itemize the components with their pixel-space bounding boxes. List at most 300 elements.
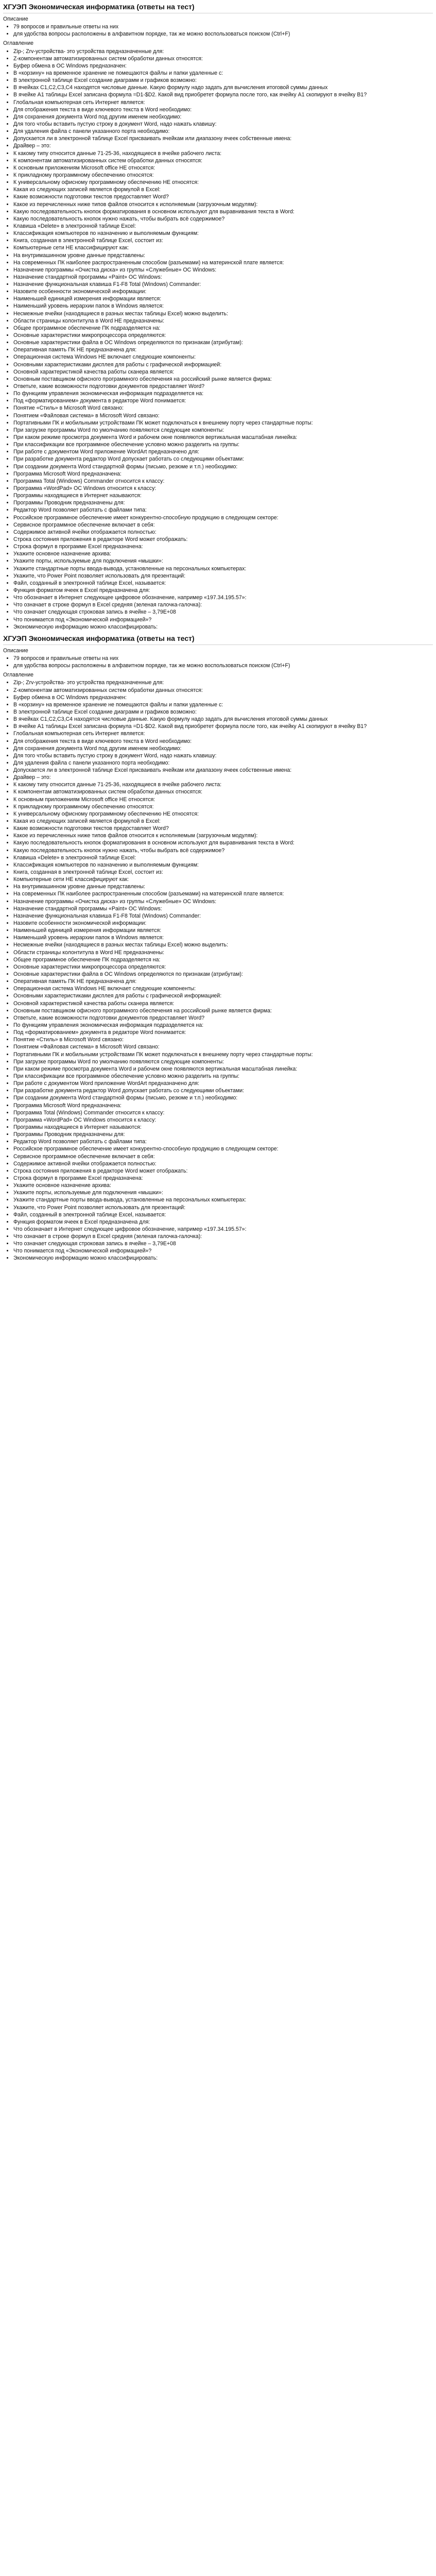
toc-link[interactable]: Какую последовательность кнопок нужно нажать, чтобы выбрать всё содержимое? (13, 215, 225, 222)
toc-item (13, 274, 433, 281)
toc-link[interactable]: На внутримашинном уровне данные представлены: (13, 252, 146, 259)
document-copy-1 (3, 2, 433, 631)
toc-link[interactable]: Программы находящиеся в Интернет называются: (13, 1124, 142, 1130)
toc-link[interactable]: Файл, созданный в электронной таблице Excel, называется: (13, 580, 166, 586)
toc-link[interactable]: К прикладному программному обеспечению относятся: (13, 803, 154, 810)
toc-item (13, 1109, 433, 1116)
toc-link[interactable]: Основной характеристикой качества работы сканера является: (13, 368, 175, 375)
toc-link[interactable]: При разработке документа редактор Word допускает работать со следующими объектами: (13, 1088, 245, 1094)
toc-link[interactable]: В «корзину» на временное хранение не помещаются файлы и папки удаленные с: (13, 70, 223, 76)
toc-item (13, 1255, 433, 1262)
toc-link[interactable]: При создании документа Word стандартной формы (письмо, резюме и т.п.) необходимо: (13, 463, 238, 470)
toc-link[interactable]: К основным приложениям Microsoft office НЕ относятся: (13, 164, 155, 171)
intro-heading: Описание (3, 16, 28, 22)
toc-item (13, 448, 433, 455)
toc-link[interactable]: Для отображения текста в виде ключевого текста в Word необходимо: (13, 738, 192, 744)
toc-item (13, 295, 433, 302)
toc-link[interactable]: Строка формул в программе Excel предназначена: (13, 544, 143, 550)
toc-item (13, 883, 433, 890)
toc-item (13, 912, 433, 920)
toc-link[interactable]: Для удаления файла с панели указанного порта необходимо: (13, 128, 170, 135)
toc-link[interactable]: Наименьшей единицей измерения информации является: (13, 296, 162, 302)
toc-link[interactable]: Программы Проводник предназначены для: (13, 500, 125, 506)
intro-section (3, 15, 433, 38)
toc-link[interactable]: Редактор Word позволяет работать с файлами типа: (13, 1139, 147, 1145)
toc-item (13, 1007, 433, 1014)
page (0, 0, 436, 1266)
toc-link[interactable]: На современных ПК наиболее распространенным способом (разъемами) на материнской плате является: (13, 259, 284, 266)
toc-item (13, 774, 433, 781)
toc-item (13, 752, 433, 759)
toc-item (13, 252, 433, 259)
toc-link[interactable]: Назначение функциональная клавиша F1-F8 Total (Windows) Commander: (13, 912, 201, 919)
toc-link[interactable]: Программа Total (Windows) Commander относится к классу: (13, 1109, 165, 1116)
toc-link[interactable]: К универсальному офисному программному обеспечению НЕ относятся: (13, 179, 199, 186)
toc-link[interactable]: Строка состояния приложения в редакторе Word может отображать: (13, 536, 188, 543)
toc-link[interactable]: Сервисное программное обеспечение включает в себя: (13, 521, 155, 528)
toc-item (13, 1160, 433, 1167)
toc-item (13, 905, 433, 912)
toc-link[interactable]: Основные характеристики файла в ОС Windows определяются по признакам (атрибутам): (13, 971, 243, 977)
toc-item (13, 514, 433, 521)
toc-link[interactable]: В электронной таблице Excel создание диаграмм и графиков возможно: (13, 77, 197, 84)
toc-item (13, 48, 433, 55)
toc-link[interactable]: Основные характеристики файла в ОС Windows определяются по признакам (атрибутам): (13, 340, 243, 346)
toc-item (13, 1196, 433, 1204)
toc-link[interactable]: Основным поставщиком офисного программного обеспечения на российский рынке является фирма: (13, 1007, 272, 1014)
toc-item (13, 91, 433, 98)
toc-item (13, 956, 433, 963)
toc-item (13, 1022, 433, 1029)
toc-item (13, 543, 433, 550)
toc-link[interactable]: Основным поставщиком офисного программного обеспечения на российский рынке является фирма: (13, 376, 272, 382)
toc-item (13, 506, 433, 514)
toc-link[interactable]: При классификации все программное обеспечение условно можно разделить на группы: (13, 1073, 240, 1079)
toc-item (13, 608, 433, 616)
toc-link[interactable]: Оперативная память ПК НЕ предназначена для: (13, 347, 137, 353)
toc-link[interactable]: Какая из следующих записей является формулой в Excel: (13, 818, 161, 825)
toc-list (3, 679, 433, 1262)
toc-item (13, 485, 433, 492)
toc-link[interactable]: Операционная система Windows НЕ включает следующие компоненты: (13, 354, 196, 361)
toc-item (13, 186, 433, 193)
toc-link[interactable]: Программа Microsoft Word предназначена: (13, 1102, 121, 1109)
toc-item (13, 157, 433, 164)
toc-link[interactable]: Компьютерные сети НЕ классифицируют как: (13, 245, 129, 251)
toc-link[interactable]: Основными характеристиками дисплея для работы с графической информацией: (13, 361, 222, 368)
toc-item (13, 390, 433, 397)
toc-link[interactable]: В ячейке А1 таблицы Excel записана формула =D1-$D2. Какой вид приобретет формула после того, как ячейку А1 скопируют в ячейку В1? (13, 92, 367, 98)
toc-link[interactable]: Укажите, что Power Point позволяет использовать для презентаций: (13, 1204, 186, 1211)
toc-link[interactable]: Оперативная память ПК НЕ предназначена для: (13, 978, 137, 985)
toc-item (13, 121, 433, 128)
document-title: ХГУЭП Экономическая информатика (ответы на тест) (3, 634, 433, 645)
toc-item (13, 890, 433, 897)
toc-link[interactable]: Что означает следующая строковая запись в ячейке – 3,79Е+08 (13, 609, 176, 616)
toc-item (13, 404, 433, 412)
toc-item (13, 623, 433, 631)
toc-link[interactable]: По функциям управления экономическая информация подразделяется на: (13, 1022, 204, 1028)
toc-item (13, 716, 433, 723)
toc-link[interactable]: Файл, созданный в электронной таблице Excel, называется: (13, 1211, 166, 1218)
toc-item (13, 1116, 433, 1124)
toc-item (13, 1102, 433, 1109)
toc-item (13, 1131, 433, 1138)
toc-item (13, 310, 433, 317)
toc-item (13, 441, 433, 448)
toc-item (13, 1204, 433, 1211)
toc-link[interactable]: Функция форматом ячеек в Excel предназначена для: (13, 587, 150, 594)
toc-link[interactable]: Программа «WordPad» ОС Windows относится к классу: (13, 1116, 156, 1123)
toc-link[interactable]: Назначение стандартной программы «Paint» ОС Windows: (13, 905, 162, 912)
toc-link[interactable]: Наименьшей единицей измерения информации является: (13, 927, 162, 934)
toc-item (13, 455, 433, 463)
toc-link[interactable]: Программы находящиеся в Интернет называются: (13, 493, 142, 499)
toc-link[interactable]: При создании документа Word стандартной формы (письмо, резюме и т.п.) необходимо: (13, 1095, 238, 1101)
toc-item (13, 694, 433, 701)
toc-item (13, 361, 433, 368)
toc-link[interactable]: Назначение функциональная клавиша F1-F8 Total (Windows) Commander: (13, 281, 201, 288)
toc-link[interactable]: Какие возможности подготовки текстов предоставляет Word? (13, 825, 169, 832)
toc-link[interactable]: В электронной таблице Excel создание диаграмм и графиков возможно: (13, 708, 197, 715)
toc-link[interactable]: К компонентам автоматизированных систем обработки данных относятся: (13, 157, 203, 164)
toc-link[interactable]: Компьютерные сети НЕ классифицируют как: (13, 876, 129, 883)
toc-item (13, 1247, 433, 1255)
toc-item (13, 920, 433, 927)
toc-item (13, 1211, 433, 1218)
toc-link[interactable]: На современных ПК наиболее распространенным способом (разъемами) на материнской плате является: (13, 891, 284, 897)
toc-link[interactable]: Укажите порты, используемые для подключения «мышки»: (13, 558, 163, 565)
toc-item (13, 193, 433, 200)
toc-item (13, 77, 433, 84)
toc-link[interactable]: Укажите порты, используемые для подключения «мышки»: (13, 1190, 163, 1196)
toc-item (13, 1043, 433, 1050)
toc-link[interactable]: Zip-; Zrv-устройства- это устройства предназначенные для: (13, 48, 164, 55)
toc-heading: Оглавление (3, 40, 34, 47)
toc-link[interactable]: Что означает в строке формул в Excel средняя (зеленая галочка-галочка): (13, 602, 202, 608)
toc-link[interactable]: Для удаления файла с панели указанного порта необходимо: (13, 759, 170, 766)
toc-item (13, 383, 433, 390)
toc-link[interactable]: Что понимается под «Экономической информацией»? (13, 616, 152, 623)
toc-item (13, 1051, 433, 1058)
toc-item (13, 1124, 433, 1131)
toc-item (13, 701, 433, 708)
toc-link[interactable]: Какую последовательность кнопок нужно нажать, чтобы выбрать всё содержимое? (13, 847, 225, 854)
toc-item (13, 759, 433, 767)
toc-link[interactable]: Наименьший уровень иерархии папок в Windows является: (13, 303, 164, 310)
toc-item (13, 978, 433, 985)
toc-link[interactable]: Российское программное обеспечение имеет конкурентно-способную продукцию в следующем секторе: (13, 1146, 278, 1153)
toc-link[interactable]: Что обозначает в Интернет следующее цифровое обозначение, например «197.34.195.57»: (13, 595, 247, 601)
toc-item (13, 266, 433, 274)
toc-item (13, 339, 433, 346)
toc-link[interactable]: Глобальная компьютерная сеть Интернет является: (13, 731, 145, 737)
toc-link[interactable]: Какую последовательность кнопок форматирования в основном используют для выравнивания текста в Word: (13, 840, 294, 846)
toc-link[interactable]: Основными характеристиками дисплея для работы с графической информацией: (13, 993, 222, 999)
toc-link[interactable]: Программа Microsoft Word предназначена: (13, 470, 121, 477)
toc-item (13, 818, 433, 825)
toc-link[interactable]: Какую последовательность кнопок форматирования в основном используют для выравнивания текста в Word: (13, 208, 294, 215)
toc-link[interactable]: Укажите стандартные порты ввода-вывода, установленные на персональных компьютерах: (13, 565, 247, 572)
toc-link[interactable]: Общее программное обеспечение ПК подразделяется на: (13, 956, 161, 963)
toc-item (13, 601, 433, 608)
toc-link[interactable]: Какие возможности подготовки текстов предоставляет Word? (13, 194, 169, 200)
toc-link[interactable]: К какому типу относится данные 71-25-36, находящиеся в ячейке рабочего листа: (13, 150, 222, 157)
toc-link[interactable]: Основные характеристики микропроцессора определяются: (13, 332, 166, 339)
toc-link[interactable]: Несмежные ячейки (находящиеся в разных местах таблицы Excel) можно выделить: (13, 942, 229, 948)
toc-item (13, 781, 433, 788)
toc-item (13, 288, 433, 295)
toc-item (13, 898, 433, 905)
toc-link[interactable]: Классификация компьютеров по назначению и выполняемым функциям: (13, 230, 199, 237)
intro-list (3, 23, 433, 38)
toc-link[interactable]: Драйвер – это: (13, 143, 51, 149)
toc-item (13, 332, 433, 339)
toc-item (13, 1000, 433, 1007)
toc-link[interactable]: Какое из перечисленных ниже типов файлов относится к исполняемым (загрузочным модулям): (13, 201, 258, 208)
toc-link[interactable]: Понятием «Файловая система» в Microsoft Word связано: (13, 1044, 160, 1050)
toc-item (13, 237, 433, 244)
toc-link[interactable]: Основной характеристикой качества работы сканера является: (13, 1000, 175, 1007)
toc-link[interactable]: Что означает в строке формул в Excel средняя (зеленая галочка-галочка): (13, 1233, 202, 1240)
toc-link[interactable]: При работе с документом Word приложение WordArt предназначено для: (13, 1080, 200, 1087)
toc-item (13, 876, 433, 883)
toc-link[interactable]: Клавиша «Delete» в электронной таблице Excel: (13, 854, 136, 861)
toc-link[interactable]: Допускается ли в электронной таблице Excel присваивать ячейкам или диапазону ячеек собственные имена: (13, 767, 292, 774)
toc-link[interactable]: Портативными ПК и мобильными устройствами ПК может подключаться к внешнему порту через стандартные порты: (13, 1051, 313, 1058)
toc-link[interactable]: Экономическую информацию можно классифицировать: (13, 1255, 158, 1262)
toc-item (13, 346, 433, 353)
toc-link[interactable]: При работе с документом Word приложение WordArt предназначено для: (13, 449, 200, 455)
toc-link[interactable]: Глобальная компьютерная сеть Интернет является: (13, 99, 145, 106)
toc-item (13, 1153, 433, 1160)
toc-item (13, 1094, 433, 1101)
toc-item (13, 1065, 433, 1073)
toc-link[interactable]: Z-компонентам автоматизированных систем обработки данных относятся: (13, 55, 203, 62)
toc-link[interactable]: При классификации все программное обеспечение условно можно разделить на группы: (13, 442, 240, 448)
toc-item (13, 941, 433, 948)
toc-item (13, 745, 433, 752)
toc-link[interactable]: Для того чтобы вставить пустую строку в документ Word, надо нажать клавишу: (13, 121, 217, 127)
toc-item (13, 70, 433, 77)
toc-item (13, 1167, 433, 1175)
toc-item (13, 397, 433, 404)
toc-link[interactable]: Для отображения текста в виде ключевого текста в Word необходимо: (13, 106, 192, 113)
toc-link[interactable]: Основные характеристики микропроцессора определяются: (13, 963, 166, 970)
toc-link[interactable]: Области страницы колонтитула в Word НЕ предназначены: (13, 317, 165, 324)
toc-link[interactable]: Понятием «Файловая система» в Microsoft Word связано: (13, 412, 160, 419)
toc-link[interactable]: Функция форматом ячеек в Excel предназначена для: (13, 1218, 150, 1225)
toc-link[interactable]: К прикладному программному обеспечению относятся: (13, 172, 154, 178)
toc-item (13, 106, 433, 113)
toc-item (13, 1029, 433, 1036)
intro-item: • 79 вопросов и правильные ответы на них (13, 655, 433, 662)
toc-link[interactable]: Что обозначает в Интернет следующее цифровое обозначение, например «197.34.195.57»: (13, 1226, 247, 1232)
toc-link[interactable]: По функциям управления экономическая информация подразделяется на: (13, 391, 204, 397)
toc-link[interactable]: Что означает следующая строковая запись в ячейке – 3,79Е+08 (13, 1241, 176, 1247)
toc-item (13, 572, 433, 580)
toc-item (13, 687, 433, 694)
toc-link[interactable]: При каком режиме просмотра документа Word и рабочем окне появляются вертикальная масштабная линейка: (13, 1065, 298, 1072)
toc-link[interactable]: При загрузке программы Word по умолчанию появляются следующие компоненты: (13, 1058, 224, 1065)
toc-item (13, 419, 433, 427)
intro-section (3, 647, 433, 669)
toc-link[interactable]: Укажите основное назначение архива: (13, 551, 111, 557)
toc-link[interactable]: Zip-; Zrv-устройства- это устройства предназначенные для: (13, 680, 164, 686)
toc-item (13, 1080, 433, 1087)
toc-item (13, 434, 433, 441)
toc-item (13, 1138, 433, 1145)
toc-item (13, 587, 433, 594)
toc-link[interactable]: Укажите основное назначение архива: (13, 1182, 111, 1189)
toc-link[interactable]: Z-компонентам автоматизированных систем обработки данных относятся: (13, 687, 203, 693)
toc-link[interactable]: Программы Проводник предназначены для: (13, 1131, 125, 1138)
toc-link[interactable]: К какому типу относится данные 71-25-36, находящиеся в ячейке рабочего листа: (13, 782, 222, 788)
toc-link[interactable]: Для сохранения документа Word под другим именем необходимо: (13, 113, 182, 120)
toc-link[interactable]: К основным приложениям Microsoft office НЕ относятся: (13, 796, 155, 803)
toc-link[interactable]: К компонентам автоматизированных систем обработки данных относятся: (13, 789, 203, 795)
toc-link[interactable]: Назначение программы «Очистка диска» из группы «Служебные» ОС Windows: (13, 898, 217, 905)
toc-link[interactable]: Укажите стандартные порты ввода-вывода, установленные на персональных компьютерах: (13, 1197, 247, 1204)
toc-link[interactable]: При разработке документа редактор Word допускает работать со следующими объектами: (13, 456, 245, 463)
toc-link[interactable]: Области страницы колонтитула в Word НЕ предназначены: (13, 949, 165, 956)
toc-item (13, 244, 433, 251)
toc-link[interactable]: Строка формул в программе Excel предназначена: (13, 1175, 143, 1181)
toc-link[interactable]: Назначение программы «Очистка диска» из группы «Служебные» ОС Windows: (13, 266, 217, 273)
toc-link[interactable]: Понятие «Стиль» в Microsoft Word связано: (13, 405, 124, 412)
toc-item (13, 1240, 433, 1247)
toc-link[interactable]: В ячейках C1,C2,C3,C4 находятся числовые данные. Какую формулу надо задать для вычисления итоговой суммы данных (13, 716, 328, 723)
toc-item (13, 84, 433, 91)
toc-item (13, 1182, 433, 1189)
toc-link[interactable]: Назовите особенности экономической информации: (13, 920, 147, 927)
toc-item (13, 847, 433, 854)
toc-item (13, 854, 433, 861)
toc-item (13, 99, 433, 106)
toc-item (13, 427, 433, 434)
toc-item (13, 368, 433, 376)
toc-link[interactable]: Какое из перечисленных ниже типов файлов относится к исполняемым (загрузочным модулям): (13, 833, 258, 839)
toc-item (13, 317, 433, 325)
toc-item (13, 580, 433, 587)
document-copy-2 (3, 634, 433, 1262)
toc-item (13, 128, 433, 135)
toc-link[interactable]: Укажите, что Power Point позволяет использовать для презентаций: (13, 572, 186, 579)
toc-item (13, 679, 433, 686)
toc-link[interactable]: Допускается ли в электронной таблице Excel присваивать ячейкам или диапазону ячеек собственные имена: (13, 135, 292, 142)
toc-link[interactable]: Клавиша «Delete» в электронной таблице Excel: (13, 223, 136, 229)
intro-heading: Описание (3, 647, 28, 654)
toc-link[interactable]: В ячейке А1 таблицы Excel записана формула =D1-$D2. Какой вид приобретет формула после того, как ячейку А1 скопируют в ячейку В1? (13, 723, 367, 730)
toc-link[interactable]: Под «форматированием» документа в редакторе Word понимается: (13, 398, 186, 404)
toc-item (13, 767, 433, 774)
toc-link[interactable]: Понятие «Стиль» в Microsoft Word связано: (13, 1037, 124, 1043)
toc-item (13, 529, 433, 536)
toc-item (13, 1145, 433, 1153)
toc-link[interactable]: Несмежные ячейки (находящиеся в разных местах таблицы Excel) можно выделить: (13, 310, 229, 317)
toc-item (13, 521, 433, 529)
toc-item (13, 62, 433, 70)
toc-link[interactable]: Программа «WordPad» ОС Windows относится к классу: (13, 485, 156, 492)
toc-link[interactable]: При загрузке программы Word по умолчанию появляются следующие компоненты: (13, 427, 224, 433)
toc-item (13, 934, 433, 941)
toc-link[interactable]: Для сохранения документа Word под другим именем необходимо: (13, 745, 182, 752)
toc-link[interactable]: Российское программное обеспечение имеет конкурентно-способную продукцию в следующем секторе: (13, 514, 278, 521)
toc-link[interactable]: На внутримашинном уровне данные представлены: (13, 884, 146, 890)
toc-section (3, 40, 433, 630)
toc-link[interactable]: Под «форматированием» документа в редакторе Word понимается: (13, 1029, 186, 1036)
toc-item (13, 478, 433, 485)
toc-item (13, 113, 433, 121)
toc-link[interactable]: Ответьте, какие возможности подготовки документов предоставляет Word? (13, 1014, 205, 1021)
toc-item (13, 832, 433, 839)
toc-heading: Оглавление (3, 672, 34, 679)
toc-item (13, 376, 433, 383)
document-title: ХГУЭП Экономическая информатика (ответы на тест) (3, 2, 433, 13)
toc-item (13, 463, 433, 470)
toc-link[interactable]: К универсальному офисному программному обеспечению НЕ относятся: (13, 810, 199, 817)
toc-link[interactable]: Буфер обмена в ОС Windows предназначен: (13, 694, 127, 701)
toc-item (13, 1087, 433, 1094)
toc-link[interactable]: Какая из следующих записей является формулой в Excel: (13, 187, 161, 193)
toc-link[interactable]: При каком режиме просмотра документа Word и рабочем окне появляются вертикальная масштабная линейка: (13, 434, 298, 441)
toc-link[interactable]: Экономическую информацию можно классифицировать: (13, 623, 158, 630)
toc-link[interactable]: Драйвер – это: (13, 774, 51, 781)
toc-item (13, 1218, 433, 1226)
toc-item (13, 723, 433, 730)
toc-link[interactable]: Операционная система Windows НЕ включает следующие компоненты: (13, 986, 196, 992)
toc-item (13, 208, 433, 215)
toc-item (13, 1233, 433, 1240)
toc-item (13, 470, 433, 478)
toc-link[interactable]: Для того чтобы вставить пустую строку в документ Word, надо нажать клавишу: (13, 752, 217, 759)
toc-item (13, 616, 433, 623)
toc-item (13, 215, 433, 223)
toc-item (13, 492, 433, 499)
toc-item (13, 971, 433, 978)
toc-link[interactable]: Общее программное обеспечение ПК подразделяется на: (13, 325, 161, 331)
toc-link[interactable]: Сервисное программное обеспечение включает в себя: (13, 1153, 155, 1160)
toc-item (13, 1036, 433, 1043)
toc-link[interactable]: Книга, созданная в электронной таблице Excel, состоит из: (13, 869, 163, 876)
toc-item (13, 353, 433, 361)
toc-link[interactable]: Наименьший уровень иерархии папок в Windows является: (13, 935, 164, 941)
toc-link[interactable]: Портативными ПК и мобильными устройствами ПК может подключаться к внешнему порту через стандартные порты: (13, 419, 313, 426)
toc-link[interactable]: Содержимое активной ячейки отображается полностью: (13, 529, 156, 535)
toc-item (13, 536, 433, 543)
toc-link[interactable]: Книга, созданная в электронной таблице Excel, состоит из: (13, 238, 163, 244)
toc-item (13, 992, 433, 999)
toc-item (13, 949, 433, 956)
toc-link[interactable]: Буфер обмена в ОС Windows предназначен: (13, 62, 127, 69)
toc-link[interactable]: Редактор Word позволяет работать с файлами типа: (13, 507, 147, 514)
intro-item: • 79 вопросов и правильные ответы на них (13, 23, 433, 30)
toc-link[interactable]: Ответьте, какие возможности подготовки документов предоставляет Word? (13, 383, 205, 390)
toc-link[interactable]: Строка состояния приложения в редакторе Word может отображать: (13, 1167, 188, 1174)
toc-item (13, 325, 433, 332)
toc-item (13, 1058, 433, 1065)
toc-link[interactable]: Содержимое активной ячейки отображается полностью: (13, 1160, 156, 1167)
toc-link[interactable]: Классификация компьютеров по назначению и выполняемым функциям: (13, 861, 199, 868)
toc-link[interactable]: Назначение стандартной программы «Paint» ОС Windows: (13, 274, 162, 280)
toc-link[interactable]: Назовите особенности экономической информации: (13, 289, 147, 295)
toc-link[interactable]: Что понимается под «Экономической информацией»? (13, 1248, 152, 1255)
toc-link[interactable]: В «корзину» на временное хранение не помещаются файлы и папки удаленные с: (13, 701, 223, 708)
intro-list (3, 655, 433, 669)
toc-link[interactable]: Программа Total (Windows) Commander относится к классу: (13, 478, 165, 484)
toc-link[interactable]: В ячейках C1,C2,C3,C4 находятся числовые данные. Какую формулу надо задать для вычисления итоговой суммы данных (13, 84, 328, 91)
toc-item (13, 1189, 433, 1196)
